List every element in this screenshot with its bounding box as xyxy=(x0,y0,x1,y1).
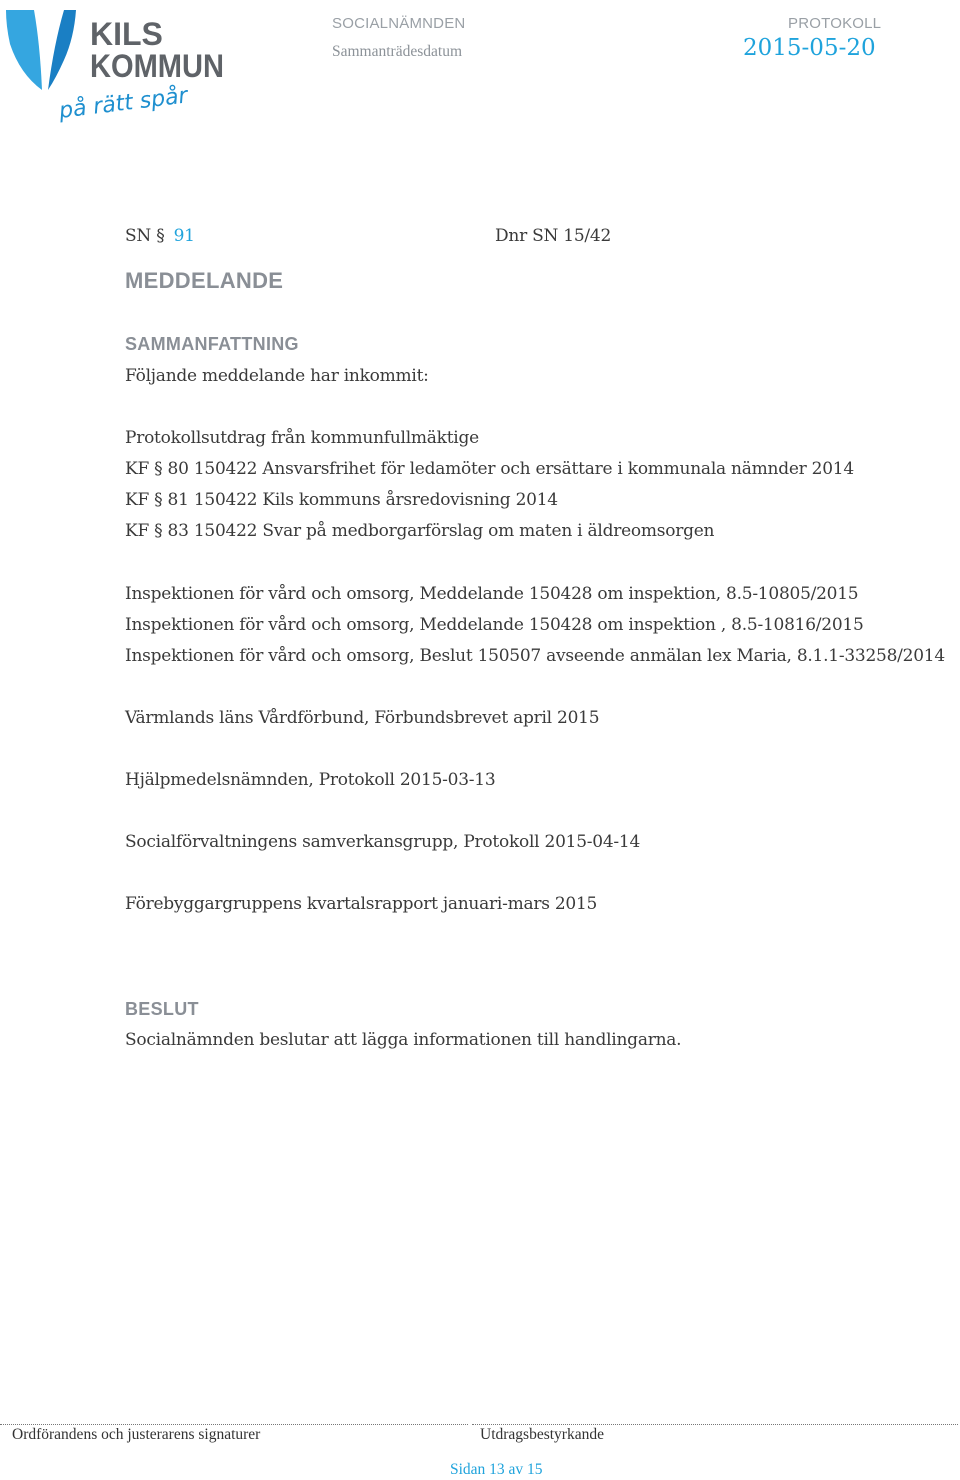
list-item: KF § 83 150422 Svar på medborgarförslag om maten i äldreomsorgen xyxy=(125,521,715,541)
extract-line xyxy=(472,1424,958,1425)
extract-label: Utdragsbestyrkande xyxy=(480,1426,604,1443)
list-item: Förebyggargruppens kvartalsrapport januari-mars 2015 xyxy=(125,894,598,914)
kils-kommun-logo xyxy=(4,4,234,134)
paragraph-reference xyxy=(125,226,195,246)
logo-v-mark-left xyxy=(6,10,42,90)
list-item: Hjälpmedelsnämnden, Protokoll 2015-03-13 xyxy=(125,770,496,790)
page-number: Sidan 13 av 15 xyxy=(450,1461,543,1478)
header-date: 2015-05-20 xyxy=(743,35,876,61)
logo-graphic xyxy=(4,4,234,134)
page-title: MEDDELANDE xyxy=(125,268,284,293)
list-item: Värmlands läns Vårdförbund, Förbundsbrevet april 2015 xyxy=(125,708,600,728)
list-item: Socialförvaltningens samverkansgrupp, Protokoll 2015-04-14 xyxy=(125,832,641,852)
summary-intro: Följande meddelande har inkommit: xyxy=(125,366,429,386)
diary-number: Dnr SN 15/42 xyxy=(495,226,612,246)
section-sign: § xyxy=(156,226,165,246)
paragraph-number: 91 xyxy=(173,226,195,246)
list-item: Inspektionen för vård och omsorg, Meddelande 150428 om inspektion , 8.5-10816/2015 xyxy=(125,615,864,635)
decision-heading: BESLUT xyxy=(125,999,199,1019)
summary-heading: SAMMANFATTNING xyxy=(125,334,299,354)
list-item: KF § 80 150422 Ansvarsfrihet för ledamöter och ersättare i kommunala nämnder 2014 xyxy=(125,459,854,479)
list-item: Inspektionen för vård och omsorg, Beslut 150507 avseende anmälan lex Maria, 8.1.1-33258/2014 xyxy=(125,646,945,666)
signatures-label: Ordförandens och justerarens signaturer xyxy=(12,1426,261,1443)
signature-line xyxy=(0,1424,468,1425)
header-date-label: Sammanträdesdatum xyxy=(332,43,462,60)
logo-name-line2: KOMMUN xyxy=(90,48,224,84)
logo-name-line1: KILS xyxy=(90,16,163,52)
list-item: KF § 81 150422 Kils kommuns årsredovisning 2014 xyxy=(125,490,558,510)
header-committee: SOCIALNÄMNDEN xyxy=(332,15,466,32)
sn-label: SN xyxy=(125,226,152,246)
decision-text: Socialnämnden beslutar att lägga informationen till handlingarna. xyxy=(125,1030,682,1050)
logo-tagline: på rätt spår xyxy=(57,83,189,124)
list-item: Inspektionen för vård och omsorg, Meddelande 150428 om inspektion, 8.5-10805/2015 xyxy=(125,584,859,604)
kf-heading: Protokollsutdrag från kommunfullmäktige xyxy=(125,428,479,448)
header-doc-type: PROTOKOLL xyxy=(788,15,882,32)
logo-v-mark-right xyxy=(48,10,76,90)
